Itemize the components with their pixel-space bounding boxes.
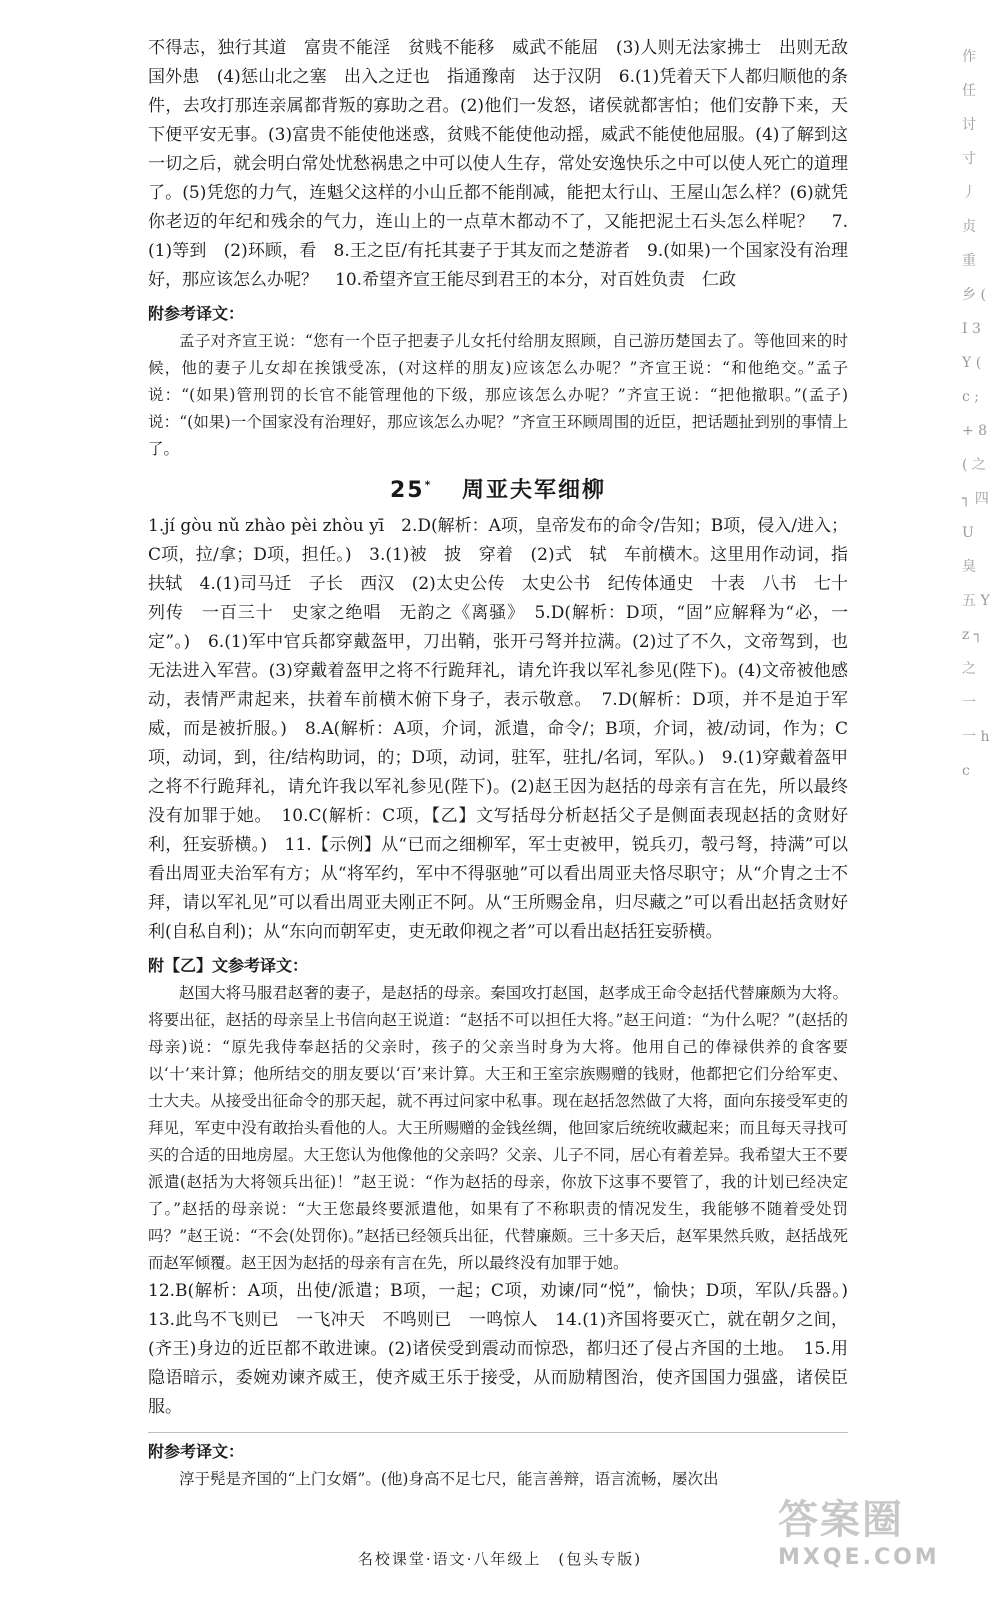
watermark-text: 答案圈 [778, 1497, 904, 1543]
translation-heading-yi: 附【乙】文参考译文： [148, 956, 309, 975]
watermark-url: MXQE.COM [778, 1545, 940, 1570]
translation-text-yi: 赵国大将马服君赵奢的妻子，是赵括的母亲。秦国攻打赵国，赵孝成王命令赵括代替廉颇为大将。将要出征，赵括的母亲呈上书信向赵王说道：“赵括不可以担任大将。”赵王问道：“为什么呢？”(赵括的母亲)说：“原先我侍奉赵括的父亲时，孩子的父亲当时身为大将。他用自己的俸禄供养的食客要以‘十’来计算；他所结交的朋友要以‘百’来计算。大王和王室宗族赐赠的钱财，他都把它们分给军吏、士大夫。从接受出征命令的那天起，就不再过问家中私事。现在赵括忽然做了大将，面向东接受军吏的拜见，军吏中没有敢抬头看他的人。大王所赐赠的金钱丝绸，他回家后统统收藏起来；而且每天寻找可买的合适的田地房屋。大王您认为他像他的父亲吗？父亲、儿子不同，居心有着差异。我希望大王不要派遣(赵括为大将领兵出征)！”赵王说：“作为赵括的母亲，你放下这事不要管了，我的计划已经决定了。”赵括的母亲说：“大王您最终要派遣他，如果有了不称职责的情况发生，我能够不随着受处罚吗？”赵王说：“不会(处罚你)。”赵括已经领兵出征，代替廉颇。三十多天后，赵军果然兵败，赵括战死而赵军倾覆。赵王因为赵括的母亲有言在先，所以最终没有加罪于她。 [148, 984, 848, 1272]
page-footer: 名校课堂·语文·八年级上 (包头专版) [357, 1550, 643, 1568]
section-title-text: 周亚夫军细柳 [462, 478, 607, 503]
translation-heading: 附参考译文： [148, 304, 245, 323]
adjacent-page-edge: 作 任 讨 寸 丿 贞 重 乡 ( I 3 Y ( c ; + 8 ( 之 ┐ 四 U 臭 五 Y z ┐ 之 一 一 h c [962, 49, 990, 779]
section-title [148, 473, 848, 504]
watermark-logo [778, 1488, 988, 1588]
translation-heading-last: 附参考译文： [148, 1442, 245, 1461]
answer-block-top: 不得志，独行其道 富贵不能淫 贫贱不能移 威武不能屈 (3)人则无法家拂士 出则无敌国外患 (4)惩山北之塞 出入之迂也 指通豫南 达于汉阴 6.(1)凭着天下人都归顺他的条件，去攻打那连亲属都背叛的寡助之君。(2)他们一发怒，诸侯就都害怕；他们安静下来，天下便平安无事。(3)富贵不能使他迷惑，贫贱不能使他动摇，威武不能使他屈服。(4)了解到这一切之后，就会明白常处忧愁祸患之中可以使人生存，常处安逸快乐之中可以使人死亡的道理了。(5)凭您的力气，连魁父这样的小山丘都不能削减，能把太行山、王屋山怎么样？(6)就凭你老迈的年纪和残余的气力，连山上的一点草木都动不了，又能把泥土石头怎么样呢？ 7.(1)等到 (2)环顾，看 8.王之臣/有托其妻子于其友而之楚游者 9.(如果)一个国家没有治理好，那应该怎么办呢？ 10.希望齐宣王能尽到君王的本分，对百姓负责 仁政 [148, 38, 848, 290]
translation-text: 孟子对齐宣王说：“您有一个臣子把妻子儿女托付给朋友照顾，自己游历楚国去了。等他回来的时候，他的妻子儿女却在挨饿受冻，(对这样的朋友)应该怎么办呢？”齐宣王说：“和他绝交。”孟子说：“(如果)管刑罚的长官不能管理他的下级，那应该怎么办呢？”齐宣王说：“把他撤职。”(孟子)说：“(如果)一个国家没有治理好，那应该怎么办呢？”齐宣王环顾周围的近臣，把话题扯到别的事情上了。 [148, 332, 848, 458]
answer-block-later: 12.B(解析：A项，出使/派遣；B项，一起；C项，劝谏/同“悦”，愉快；D项，军队/兵器。) 13.此鸟不飞则已 一飞冲天 不鸣则已 一鸣惊人 14.(1)齐国将要灭亡，就在朝夕之间，(齐王)身边的近臣都不敢进谏。(2)诸侯受到震动而惊恐，都归还了侵占齐国的土地。 15.用隐语暗示，委婉劝谏齐威王，使齐威王乐于接受，从而励精图治，使齐国国力强盛，诸侯臣服。 [148, 1281, 865, 1417]
answer-block-section: 1.jí gòu nǔ zhào pèi zhòu yī 2.D(解析：A项，皇帝发布的命令/告知；B项，侵入/进入；C项，拉/拿；D项，担任。) 3.(1)被 披 穿着 (2)式 轼 车前横木。这里用作动词，指扶轼 4.(1)司马迁 子长 西汉 (2)太史公传 太史公书 纪传体通史 十表 八书 七十列传 一百三十 史家之绝唱 无韵之《离骚》 5.D(解析：D项，“固”应解释为“必，一定”。) 6.(1)军中官兵都穿戴盔甲，刀出鞘，张开弓弩并拉满。(2)过了不久，文帝驾到，也无法进入军营。(3)穿戴着盔甲之将不行跪拜礼，请允许我以军礼参见(陛下)。(4)文帝被他感动，表情严肃起来，扶着车前横木俯下身子，表示敬意。 7.D(解析：D项，并不是迫于军威，而是被折服。) 8.A(解析：A项，介词，派遣，命令/；B项，介词，被/动词，作为；C项，动词，到，往/结构助词，的；D项，动词，驻军，驻扎/名词，军队。) 9.(1)穿戴着盔甲之将不行跪拜礼，请允许我以军礼参见(陛下)。(2)赵王因为赵括的母亲有言在先，所以最终没有加罪于她。 10.C(解析：C项，【乙】文写括母分析赵括父子是侧面表现赵括的贪财好利，狂妄骄横。) 11.【示例】从“已而之细柳军，军士吏被甲，锐兵刃，彀弓弩，持满”可以看出周亚夫治军有方；从“将军约，军中不得驱驰”可以看出周亚夫恪尽职守；从“介胄之士不拜，请以军礼见”可以看出周亚夫刚正不阿。从“王所赐金帛，归尽藏之”可以看出赵括贪财好利(自私自利)；从“东向而朝军吏，吏无敢仰视之者”可以看出赵括狂妄骄横。 [148, 516, 848, 942]
translation-text-last: 淳于髡是齐国的“上门女婿”。(他)身高不足七尺，能言善辩，语言流畅，屡次出 [179, 1470, 719, 1488]
section-number: 25* [389, 478, 433, 503]
document-page [148, 34, 865, 1493]
divider [148, 1432, 848, 1433]
